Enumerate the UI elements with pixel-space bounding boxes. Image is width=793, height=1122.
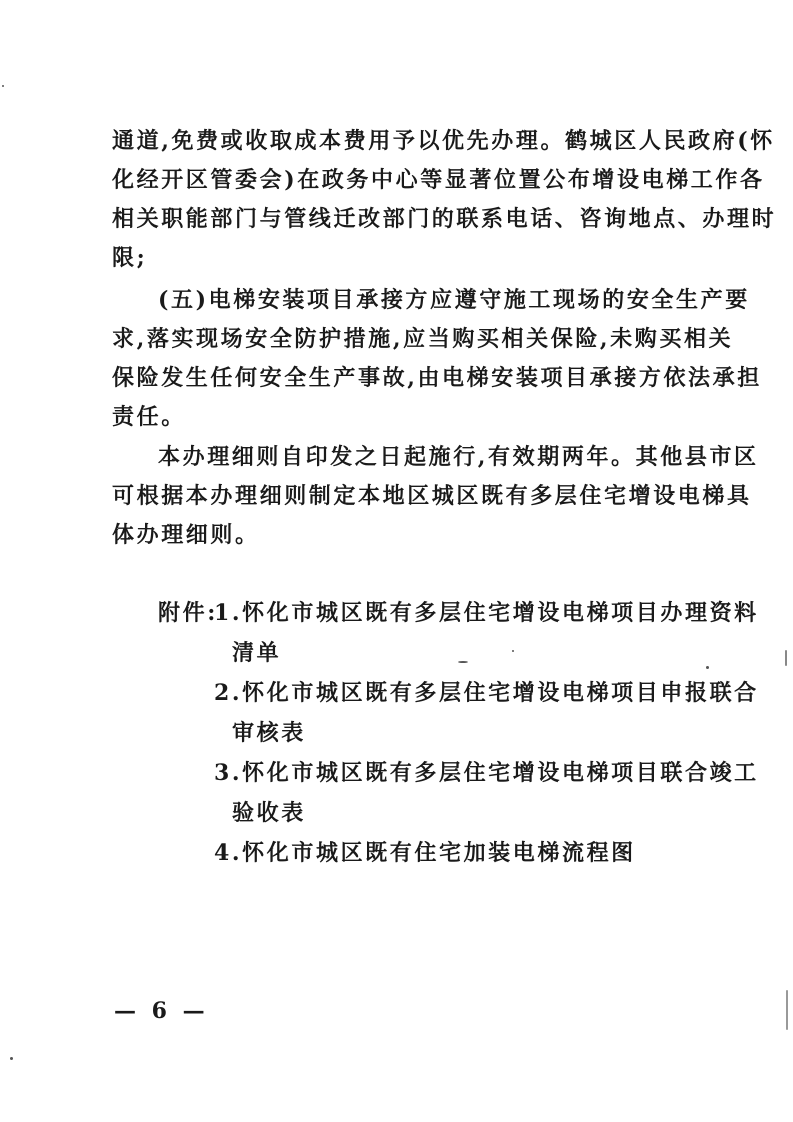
attachment-number: 1. (214, 600, 243, 626)
paragraph-continued-line-1: 通道,免费或收取成本费用予以优先办理。鹤城区人民政府(怀 (112, 128, 775, 154)
attachment-title: 怀化市城区既有住宅加装电梯流程图 (242, 840, 636, 866)
attachment-number: 3. (214, 760, 243, 786)
scan-speck (786, 990, 788, 1030)
scan-speck (785, 650, 787, 666)
scan-speck (458, 661, 468, 663)
paragraph-effective-line-3: 体办理细则。 (112, 522, 260, 548)
paragraph-effective-line-1: 本办理细则自印发之日起施行,有效期两年。其他县市区 (158, 444, 759, 470)
scan-speck (706, 666, 709, 669)
paragraph-effective-line-2: 可根据本办理细则制定本地区城区既有多层住宅增设电梯具 (112, 483, 752, 509)
attachment-title: 怀化市城区既有多层住宅增设电梯项目联合竣工 (242, 760, 759, 786)
attachment-item-1 (214, 600, 793, 628)
paragraph-five-line-3: 保险发生任何安全生产事故,由电梯安装项目承接方依法承担 (112, 365, 762, 391)
attachments-label: 附件: (158, 600, 218, 626)
paragraph-continued-line-2: 化经开区管委会)在政务中心等显著位置公布增设电梯工作各 (112, 167, 765, 193)
paragraph-continued-line-4: 限; (112, 245, 148, 271)
paragraph-five-line-2: 求,落实现场安全防护措施,应当购买相关保险,未购买相关 (112, 326, 734, 352)
attachment-item-1-continued: 清单 (232, 640, 282, 666)
attachment-number: 2. (214, 680, 243, 706)
attachment-item-3-continued: 验收表 (232, 800, 306, 826)
attachment-title: 怀化市城区既有多层住宅增设电梯项目申报联合 (242, 680, 759, 706)
attachment-title: 怀化市城区既有多层住宅增设电梯项目办理资料 (242, 600, 759, 626)
attachment-number: 4. (214, 840, 243, 866)
page-number: — 6 — (114, 998, 209, 1024)
attachment-item-2 (214, 680, 793, 708)
attachment-item-3 (214, 760, 793, 788)
attachment-item-2-continued: 审核表 (232, 720, 306, 746)
attachment-item-4 (214, 840, 793, 868)
paragraph-continued-line-3: 相关职能部门与管线迁改部门的联系电话、咨询地点、办理时 (112, 206, 777, 232)
paragraph-five-line-1: (五)电梯安装项目承接方应遵守施工现场的安全生产要 (158, 287, 750, 313)
scan-speck (512, 650, 514, 652)
scan-speck (10, 1057, 13, 1060)
scan-speck (2, 85, 4, 87)
paragraph-five-line-4: 责任。 (112, 404, 186, 430)
